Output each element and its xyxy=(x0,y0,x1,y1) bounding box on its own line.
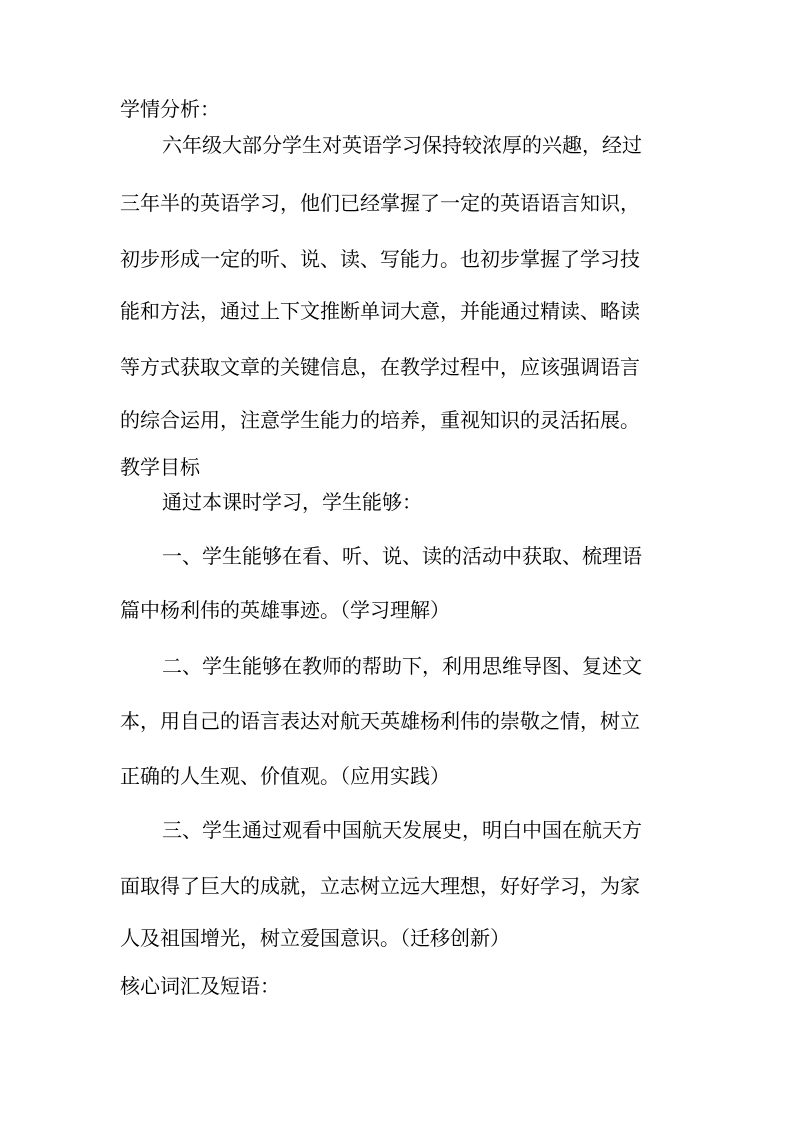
section-heading-vocabulary: 核心词汇及短语： xyxy=(120,974,280,998)
goal-2-line: 二、学生能够在教师的帮助下，利用思维导图、复述文 xyxy=(162,654,642,678)
paragraph-line: 初步形成一定的听、说、读、写能力。也初步掌握了学习技 xyxy=(120,247,640,271)
paragraph-line: 等方式获取文章的关键信息，在教学过程中，应该强调语言 xyxy=(120,355,640,379)
goal-1-line: 一、学生能够在看、听、说、读的活动中获取、梳理语 xyxy=(162,544,642,568)
paragraph-line: 六年级大部分学生对英语学习保持较浓厚的兴趣，经过 xyxy=(162,133,642,157)
paragraph-line: 的综合运用，注意学生能力的培养，重视知识的灵活拓展。 xyxy=(120,408,640,432)
paragraph-line: 能和方法，通过上下文推断单词大意，并能通过精读、略读 xyxy=(120,299,640,323)
section-heading-goals: 教学目标 xyxy=(120,455,200,479)
goal-2-line: 本，用自己的语言表达对航天英雄杨利伟的崇敬之情，树立 xyxy=(120,709,640,733)
goal-2-line: 正确的人生观、价值观。（应用实践） xyxy=(120,764,450,788)
goal-3-line: 人及祖国增光，树立爱国意识。（迁移创新） xyxy=(120,926,510,950)
paragraph-line: 三年半的英语学习，他们已经掌握了一定的英语语言知识， xyxy=(120,191,640,215)
goal-3-line: 三、学生通过观看中国航天发展史，明白中国在航天方 xyxy=(162,818,642,842)
section-heading-analysis: 学情分析： xyxy=(120,97,220,121)
goal-1-line: 篇中杨利伟的英雄事迹。（学习理解） xyxy=(120,598,450,622)
goals-intro: 通过本课时学习，学生能够： xyxy=(162,490,422,514)
goal-3-line: 面取得了巨大的成就，立志树立远大理想，好好学习，为家 xyxy=(120,874,640,898)
